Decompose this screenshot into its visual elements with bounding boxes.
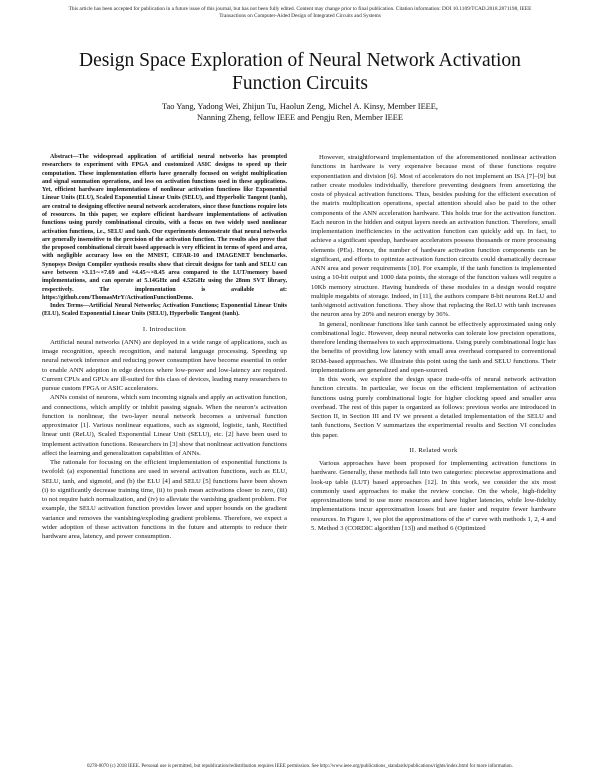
paragraph: In this work, we explore the design space trade-offs of neural network activation function circuits. In particular, we focus on the efficient implementation of activation functions using purely combinational logic for higher clocking speed and smaller area overhead. The rest of this paper is organized as follows: previous works are introduced in Section II, in Section III and IV we present a detailed implementation of the SELU and tanh functions, Section V summarizes the experimental results and Section VI concludes this paper.: [311, 376, 556, 439]
authors-line-2: Nanning Zheng, fellow IEEE and Pengju Ren, Member IEEE: [196, 113, 404, 123]
right-column: [311, 153, 556, 533]
abstract-text: Abstract—The widespread application of artificial neural networks has prompted researchers to experiment with FPGA and customized ASIC designs to speed up their computation. These implementation efforts have generally focused on weight multiplication and signal summation operations, and less on activation functions used in these applications. Yet, efficient hardware implementations of nonlinear activation functions like Exponential Linear Units (ELU), Scaled Exponential Linear Units (SELU), and Hyperbolic Tangent (tanh), are central to designing effective neural network accelerators, since these functions require lots of resources. In this paper, we explore efficient hardware implementations of activation functions using purely combinational circuits, with a focus on two widely used nonlinear activation functions, i.e., SELU and tanh. Our experiments demonstrate that neural networks are generally insensitive to the precision of the activation function. The results also prove that the proposed combinational circuit based approach is very efficient in terms of speed and area, with negligible accuracy loss on the MNIST, CIFAR-10 and IMAGENET benchmarks. Synopsys Design Compiler synthesis results show that circuit designs for tanh and SELU can save between ×3.13∼×7.69 and ×4.45∼×8.45 area compared to the LUT/memory based implementations, and can operate at 5.14GHz and 4.52GHz using the 28nm SVT library, respectively. The implementation is available at: https://github.com/ThomasMrY/ActivationFunctionDemo.: [42, 154, 287, 301]
index-terms: Index Terms—Artificial Neural Networks; Activation Functions; Exponential Linear Units (ELU), Scaled Exponential Linear Units (SELU), Hyperbolic Tangent (tanh).: [42, 303, 287, 318]
title-line-1: Design Space Exploration of Neural Network Activation: [79, 50, 521, 71]
copyright-footer: 0278-0070 (c) 2018 IEEE. Personal use is permitted, but republication/redistribution requires IEEE permission. See http://www.ieee.org/publications_standards/publications/rights/index.html for more information.: [87, 764, 513, 769]
paragraph: Artificial neural networks (ANN) are deployed in a wide range of applications, such as image recognition, speech recognition, and natural language processing. Speeding up neural network inference and reducing power consumption have become essential in order to enable ANN adoption in edge devices where low-power and low-latency are required. Current CPUs and GPUs are ill-suited for this class of devices, leading many researchers to pursue custom FPGA or ASIC accelerators.: [42, 338, 287, 393]
paragraph: However, straightforward implementation of the aforementioned nonlinear activation functions in hardware is very expensive because most of these functions require exponentiation and division [6]. Most of accelerators do not implement an ISA [7]–[9] but rather create modules individually, therefore preventing designers from amortizing the costs of physical activation functions. Thus, besides pushing for the efficient execution of the matrix multiplication operations, special attention should also be paid to the other components of the ANN acceleration hardware. This holds true for the activation function. Each neuron in the hidden and output layers needs an activation function. Therefore, small implementation inefficiencies in the activation function can quickly add up. In fact, to achieve a significant speedup, hardware accelerators possess thousands or more processing elements (PEs). Hence, the number of hardware activation function components can be significant, and efforts to optimize activation function circuits could dramatically decrease ANN area and power requirements [10]. For example, if the tanh function is implemented using a 10-bit output and 1000 data points, the storage of the function values will require a 10Kb memory structure. Having hundreds of these modules in a design would require multiple megabits of storage. Indeed, in [11], the authors compare 8-bit neurons ReLU and tanh/sigmoid activation functions. They show that replacing the ReLU with tanh increases the neuron area by 20% and neuron energy by 36%.: [311, 154, 556, 319]
section-heading-related-work: II. Related work: [409, 446, 458, 454]
header-line-1: This article has been accepted for publication in a future issue of this journal, but has not been fully edited. Content may change prior to final publication. Citation information: DOI 10.1109/TCAD.2018.2871198, IEEE: [68, 6, 532, 12]
left-column: [42, 153, 287, 541]
paragraph: The rationale for focusing on the efficient implementation of exponential functions is twofold: (a) exponential functions are used in several activation functions, such as ELU, SELU, tanh, and sigmoid, and (b) the ELU [4] and SELU [5] functions have been shown (i) to significantly decrease training time, (ii) to push mean activations closer to zero, (iii) to not require batch normalization, and (iv) to alleviate the vanishing gradient problem. For example, the SELU activation function provides lower and upper bounds on the gradient variance and removes the vanishing/exploding gradient problems. Therefore, we expect a wider adoption of these activation functions in the future and attempts to reduce their hardware area, latency, and power consumption.: [42, 459, 287, 541]
authors-line-1: Tao Yang, Yadong Wei, Zhijun Tu, Haolun Zeng, Michel A. Kinsy, Member IEEE,: [161, 102, 439, 111]
paragraph: ANNs consist of neurons, which sum incoming signals and apply an activation function, and connections, which amplify or inhibit passing signals. When the neuron’s activation function is nonlinear, the two-layer neural network becomes a universal function approximator [1]. Various nonlinear equations, such as sigmoid, logistic, tanh, Rectified linear unit (ReLU), Scaled Exponential Linear Unit (SELU), etc. [2] have been used to implement activation functions. Researchers in [3] show that nonlinear activation functions affect the learning and generalization capabilities of ANNs.: [42, 394, 287, 457]
header-line-2: Transactions on Computer-Aided Design of Integrated Circuits and Systems: [219, 12, 381, 19]
paragraph: Various approaches have been proposed for implementing activation functions in hardware. Generally, these methods fall into two categories: piecewise approximations and look-up table (LUT) based approaches [12]. In this work, we consider the six most commonly used approaches to make the review concise. On the whole, high-fidelity approximations tend to use more resources and have higher latencies, while low-fidelity implementations incur approximation losses but are faster and require fewer hardware resources. In Figure 1, we plot the approximations of the eˣ curve with methods 1, 2, 4 and 5. Method 3 (CORDIC algorithm [13]) and method 6 (Optimized: [311, 460, 556, 532]
journal-header: [40, 6, 560, 20]
paragraph: In general, nonlinear functions like tanh cannot be effectively approximated using only combinational logic. However, deep neural networks can tolerate low precision operations, therefore lending themselves to such approximations. Using purely combinational logic has the benefits of providing low latency with small area overhead compared to conventional ROM-based approaches. We illustrate this point using the tanh and SELU functions. Their implementations are generalized and open-sourced.: [311, 320, 556, 374]
title-line-2: Function Circuits: [232, 72, 368, 94]
abstract: [42, 153, 287, 319]
section-heading-introduction: I. Introduction: [142, 325, 187, 333]
paper-title: [40, 50, 560, 95]
author-list: [40, 101, 560, 123]
